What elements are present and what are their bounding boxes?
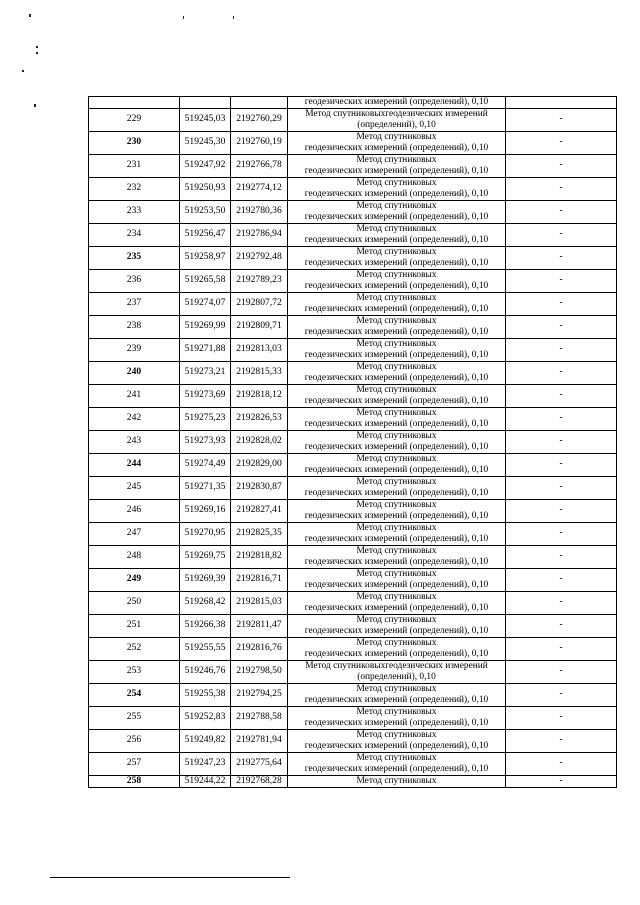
method-line-2: геодезических измерений (определений), 0,10 <box>304 648 489 659</box>
table-row <box>89 384 617 407</box>
y-coordinate-cell: 2192807,72 <box>231 292 288 315</box>
y-coordinate-cell: 2192792,48 <box>231 246 288 269</box>
method-cell <box>288 614 506 637</box>
method-cell <box>288 545 506 568</box>
method-cell <box>288 223 506 246</box>
x-coordinate-cell: 519247,23 <box>180 752 231 775</box>
method-line-1: Метод спутниковых <box>356 155 437 165</box>
table-row <box>89 453 617 476</box>
method-cell <box>288 200 506 223</box>
method-cell <box>288 499 506 522</box>
method-line-2: геодезических измерений (определений), 0,10 <box>304 372 489 383</box>
precision-cell: - <box>506 108 617 131</box>
method-cell <box>288 246 506 269</box>
y-coordinate-cell: 2192798,50 <box>231 660 288 683</box>
y-coordinate-cell: 2192815,33 <box>231 361 288 384</box>
method-cell <box>288 591 506 614</box>
x-coordinate-cell: 519269,99 <box>180 315 231 338</box>
y-coordinate-cell: 2192825,35 <box>231 522 288 545</box>
method-line-1: Метод спутниковых <box>356 270 437 280</box>
method-line-1: Метод спутниковых <box>356 477 437 487</box>
table-row <box>89 591 617 614</box>
precision-cell: - <box>506 591 617 614</box>
method-line-1: Метод спутниковых <box>356 362 437 372</box>
y-coordinate-cell: 2192826,53 <box>231 407 288 430</box>
point-number-cell: 251 <box>89 614 180 637</box>
table-row <box>89 338 617 361</box>
table-row <box>89 246 617 269</box>
method-line-2: геодезических измерений (определений), 0,10 <box>304 142 489 153</box>
point-number-cell: 257 <box>89 752 180 775</box>
x-coordinate-cell: 519268,42 <box>180 591 231 614</box>
precision-cell: - <box>506 315 617 338</box>
method-line-1: Метод спутниковых <box>356 523 437 533</box>
x-coordinate-cell: 519255,55 <box>180 637 231 660</box>
method-cell <box>288 269 506 292</box>
x-coordinate-cell <box>180 97 231 109</box>
point-number-cell: 247 <box>89 522 180 545</box>
x-coordinate-cell: 519245,03 <box>180 108 231 131</box>
y-coordinate-cell: 2192809,71 <box>231 315 288 338</box>
method-cell <box>288 338 506 361</box>
precision-cell: - <box>506 729 617 752</box>
y-coordinate-cell: 2192768,28 <box>231 775 288 787</box>
footer-rule <box>50 877 290 878</box>
method-line-1: Метод спутниковых <box>356 730 437 740</box>
coordinates-table-body <box>89 97 617 788</box>
table-row <box>89 706 617 729</box>
method-cell: геодезических измерений (определений), 0,10 <box>288 97 506 109</box>
method-line-1: Метод спутниковых <box>356 638 437 648</box>
x-coordinate-cell: 519273,93 <box>180 430 231 453</box>
precision-cell: - <box>506 407 617 430</box>
point-number-cell: 233 <box>89 200 180 223</box>
method-cell <box>288 108 506 131</box>
table-row <box>89 200 617 223</box>
method-line-1: Метод спутниковых <box>356 707 437 717</box>
x-coordinate-cell: 519271,88 <box>180 338 231 361</box>
method-cell <box>288 752 506 775</box>
table-row-continuation <box>89 97 617 109</box>
table-row <box>89 683 617 706</box>
table-row <box>89 108 617 131</box>
table-row <box>89 729 617 752</box>
method-cell <box>288 453 506 476</box>
table-row <box>89 361 617 384</box>
x-coordinate-cell: 519258,97 <box>180 246 231 269</box>
y-coordinate-cell: 2192788,58 <box>231 706 288 729</box>
x-coordinate-cell: 519269,39 <box>180 568 231 591</box>
precision-cell: - <box>506 131 617 154</box>
method-cell <box>288 476 506 499</box>
table-row <box>89 154 617 177</box>
y-coordinate-cell: 2192818,12 <box>231 384 288 407</box>
x-coordinate-cell: 519249,82 <box>180 729 231 752</box>
method-line-2: геодезических измерений (определений), 0,10 <box>304 234 489 245</box>
method-line-2: геодезических измерений (определений), 0,10 <box>304 510 489 521</box>
method-line-1: Метод спутниковыхгеодезических измерений <box>305 661 488 671</box>
precision-cell: - <box>506 568 617 591</box>
table-row <box>89 131 617 154</box>
method-line-2: геодезических измерений (определений), 0,10 <box>304 326 489 337</box>
method-line-2: геодезических измерений (определений), 0,10 <box>304 165 489 176</box>
method-line-1: Метод спутниковых <box>356 753 437 763</box>
y-coordinate-cell: 2192816,76 <box>231 637 288 660</box>
x-coordinate-cell: 519246,76 <box>180 660 231 683</box>
precision-cell: - <box>506 338 617 361</box>
precision-cell: - <box>506 614 617 637</box>
y-coordinate-cell: 2192786,94 <box>231 223 288 246</box>
precision-cell: - <box>506 522 617 545</box>
method-cell <box>288 407 506 430</box>
method-line-2: геодезических измерений (определений), 0,10 <box>304 694 489 705</box>
method-cell <box>288 729 506 752</box>
precision-cell: - <box>506 154 617 177</box>
table-row <box>89 545 617 568</box>
method-line-1: Метод спутниковых <box>356 132 437 142</box>
y-coordinate-cell: 2192815,03 <box>231 591 288 614</box>
x-coordinate-cell: 519269,16 <box>180 499 231 522</box>
method-line-2: геодезических измерений (определений), 0,10 <box>304 464 489 475</box>
table-row-partial <box>89 775 617 787</box>
table-row <box>89 752 617 775</box>
point-number-cell: 239 <box>89 338 180 361</box>
method-line-2: геодезических измерений (определений), 0,10 <box>304 349 489 360</box>
y-coordinate-cell: 2192760,19 <box>231 131 288 154</box>
precision-cell: - <box>506 660 617 683</box>
table-row <box>89 177 617 200</box>
y-coordinate-cell: 2192828,02 <box>231 430 288 453</box>
x-coordinate-cell: 519273,69 <box>180 384 231 407</box>
precision-cell: - <box>506 384 617 407</box>
precision-cell: - <box>506 545 617 568</box>
y-coordinate-cell: 2192816,71 <box>231 568 288 591</box>
table-row <box>89 223 617 246</box>
method-line-2: (определений), 0,10 <box>357 671 436 682</box>
table-row <box>89 476 617 499</box>
table-row <box>89 660 617 683</box>
precision-cell: - <box>506 637 617 660</box>
point-number-cell: 258 <box>89 775 180 787</box>
point-number-cell: 250 <box>89 591 180 614</box>
y-coordinate-cell: 2192775,64 <box>231 752 288 775</box>
method-line-2: геодезических измерений (определений), 0,10 <box>304 533 489 544</box>
method-line-1: Метод спутниковых <box>356 569 437 579</box>
method-line-2: геодезических измерений (определений), 0,10 <box>304 625 489 636</box>
method-line-2: геодезических измерений (определений), 0,10 <box>304 740 489 751</box>
point-number-cell: 246 <box>89 499 180 522</box>
y-coordinate-cell: 2192829,00 <box>231 453 288 476</box>
method-cell <box>288 683 506 706</box>
table-row <box>89 407 617 430</box>
x-coordinate-cell: 519244,22 <box>180 775 231 787</box>
method-line-1: Метод спутниковых <box>356 385 437 395</box>
y-coordinate-cell: 2192813,03 <box>231 338 288 361</box>
x-coordinate-cell: 519245,30 <box>180 131 231 154</box>
method-line-1: Метод спутниковых <box>356 178 437 188</box>
method-cell: Метод спутниковых <box>288 775 506 787</box>
method-cell <box>288 430 506 453</box>
method-line-2: геодезических измерений (определений), 0,10 <box>304 487 489 498</box>
x-coordinate-cell: 519269,75 <box>180 545 231 568</box>
method-cell <box>288 131 506 154</box>
method-line-2: геодезических измерений (определений), 0,10 <box>304 602 489 613</box>
y-coordinate-cell: 2192827,41 <box>231 499 288 522</box>
point-number-cell: 254 <box>89 683 180 706</box>
y-coordinate-cell: 2192830,87 <box>231 476 288 499</box>
point-number-cell: 245 <box>89 476 180 499</box>
point-number-cell: 238 <box>89 315 180 338</box>
method-line-1: Метод спутниковых <box>356 224 437 234</box>
y-coordinate-cell: 2192818,82 <box>231 545 288 568</box>
method-line-1: Метод спутниковых <box>356 247 437 257</box>
point-number-cell: 234 <box>89 223 180 246</box>
point-number-cell <box>89 97 180 109</box>
method-line-1: Метод спутниковых <box>356 339 437 349</box>
table-row <box>89 614 617 637</box>
method-line-1: Метод спутниковых <box>356 431 437 441</box>
method-line-1: Метод спутниковых <box>356 201 437 211</box>
method-line-1: Метод спутниковых <box>356 316 437 326</box>
method-cell <box>288 361 506 384</box>
point-number-cell: 249 <box>89 568 180 591</box>
y-coordinate-cell: 2192780,36 <box>231 200 288 223</box>
y-coordinate-cell: 2192760,29 <box>231 108 288 131</box>
point-number-cell: 242 <box>89 407 180 430</box>
y-coordinate-cell: 2192781,94 <box>231 729 288 752</box>
method-line-2: геодезических измерений (определений), 0,10 <box>304 303 489 314</box>
point-number-cell: 243 <box>89 430 180 453</box>
precision-cell: - <box>506 752 617 775</box>
method-line-2: геодезических измерений (определений), 0,10 <box>304 395 489 406</box>
x-coordinate-cell: 519247,92 <box>180 154 231 177</box>
y-coordinate-cell: 2192789,23 <box>231 269 288 292</box>
precision-cell: - <box>506 269 617 292</box>
method-line-1: Метод спутниковых <box>356 546 437 556</box>
point-number-cell: 244 <box>89 453 180 476</box>
point-number-cell: 248 <box>89 545 180 568</box>
precision-cell: - <box>506 706 617 729</box>
method-line-1: Метод спутниковых <box>356 592 437 602</box>
method-line-2: геодезических измерений (определений), 0,10 <box>304 418 489 429</box>
method-cell <box>288 637 506 660</box>
y-coordinate-cell: 2192811,47 <box>231 614 288 637</box>
method-line-2: геодезических измерений (определений), 0,10 <box>304 257 489 268</box>
precision-cell: - <box>506 200 617 223</box>
table-row <box>89 499 617 522</box>
precision-cell: - <box>506 476 617 499</box>
method-line-1: Метод спутниковыхгеодезических измерений <box>305 109 488 119</box>
method-line-1: Метод спутниковых <box>356 293 437 303</box>
method-line-1: Метод спутниковых <box>356 454 437 464</box>
method-line-2: геодезических измерений (определений), 0,10 <box>304 211 489 222</box>
precision-cell: - <box>506 430 617 453</box>
point-number-cell: 253 <box>89 660 180 683</box>
y-coordinate-cell <box>231 97 288 109</box>
table-row <box>89 637 617 660</box>
table-row <box>89 315 617 338</box>
method-cell <box>288 154 506 177</box>
precision-cell: - <box>506 223 617 246</box>
method-line-2: геодезических измерений (определений), 0,10 <box>304 556 489 567</box>
precision-cell <box>506 97 617 109</box>
x-coordinate-cell: 519265,58 <box>180 269 231 292</box>
x-coordinate-cell: 519270,95 <box>180 522 231 545</box>
table-row <box>89 292 617 315</box>
x-coordinate-cell: 519271,35 <box>180 476 231 499</box>
method-cell <box>288 384 506 407</box>
precision-cell: - <box>506 453 617 476</box>
method-cell <box>288 315 506 338</box>
table-row <box>89 522 617 545</box>
method-cell <box>288 660 506 683</box>
method-cell <box>288 706 506 729</box>
point-number-cell: 237 <box>89 292 180 315</box>
method-cell <box>288 177 506 200</box>
x-coordinate-cell: 519266,38 <box>180 614 231 637</box>
method-cell <box>288 568 506 591</box>
method-line-2: геодезических измерений (определений), 0,10 <box>304 579 489 590</box>
point-number-cell: 235 <box>89 246 180 269</box>
point-number-cell: 231 <box>89 154 180 177</box>
x-coordinate-cell: 519274,49 <box>180 453 231 476</box>
table-row <box>89 568 617 591</box>
table-row <box>89 269 617 292</box>
method-line-2: геодезических измерений (определений), 0,10 <box>304 441 489 452</box>
method-line-2: геодезических измерений (определений), 0,10 <box>304 763 489 774</box>
method-line-1: Метод спутниковых <box>356 408 437 418</box>
point-number-cell: 232 <box>89 177 180 200</box>
x-coordinate-cell: 519274,07 <box>180 292 231 315</box>
precision-cell: - <box>506 361 617 384</box>
method-line-2: геодезических измерений (определений), 0,10 <box>304 188 489 199</box>
point-number-cell: 230 <box>89 131 180 154</box>
precision-cell: - <box>506 177 617 200</box>
x-coordinate-cell: 519273,21 <box>180 361 231 384</box>
point-number-cell: 241 <box>89 384 180 407</box>
x-coordinate-cell: 519275,23 <box>180 407 231 430</box>
x-coordinate-cell: 519252,83 <box>180 706 231 729</box>
precision-cell: - <box>506 499 617 522</box>
point-number-cell: 252 <box>89 637 180 660</box>
point-number-cell: 255 <box>89 706 180 729</box>
y-coordinate-cell: 2192766,78 <box>231 154 288 177</box>
x-coordinate-cell: 519253,50 <box>180 200 231 223</box>
method-line-2: геодезических измерений (определений), 0,10 <box>304 280 489 291</box>
y-coordinate-cell: 2192794,25 <box>231 683 288 706</box>
x-coordinate-cell: 519255,38 <box>180 683 231 706</box>
method-cell <box>288 292 506 315</box>
method-line-1: Метод спутниковых <box>356 615 437 625</box>
x-coordinate-cell: 519250,93 <box>180 177 231 200</box>
point-number-cell: 229 <box>89 108 180 131</box>
method-line-1: Метод спутниковых <box>356 684 437 694</box>
point-number-cell: 236 <box>89 269 180 292</box>
point-number-cell: 240 <box>89 361 180 384</box>
method-line-2: (определений), 0,10 <box>357 119 436 130</box>
precision-cell: - <box>506 683 617 706</box>
table-row <box>89 430 617 453</box>
method-cell <box>288 522 506 545</box>
precision-cell: - <box>506 775 617 787</box>
method-line-2: геодезических измерений (определений), 0,10 <box>304 717 489 728</box>
x-coordinate-cell: 519256,47 <box>180 223 231 246</box>
y-coordinate-cell: 2192774,12 <box>231 177 288 200</box>
precision-cell: - <box>506 292 617 315</box>
precision-cell: - <box>506 246 617 269</box>
coordinates-table <box>88 96 617 788</box>
point-number-cell: 256 <box>89 729 180 752</box>
method-line-1: Метод спутниковых <box>356 500 437 510</box>
